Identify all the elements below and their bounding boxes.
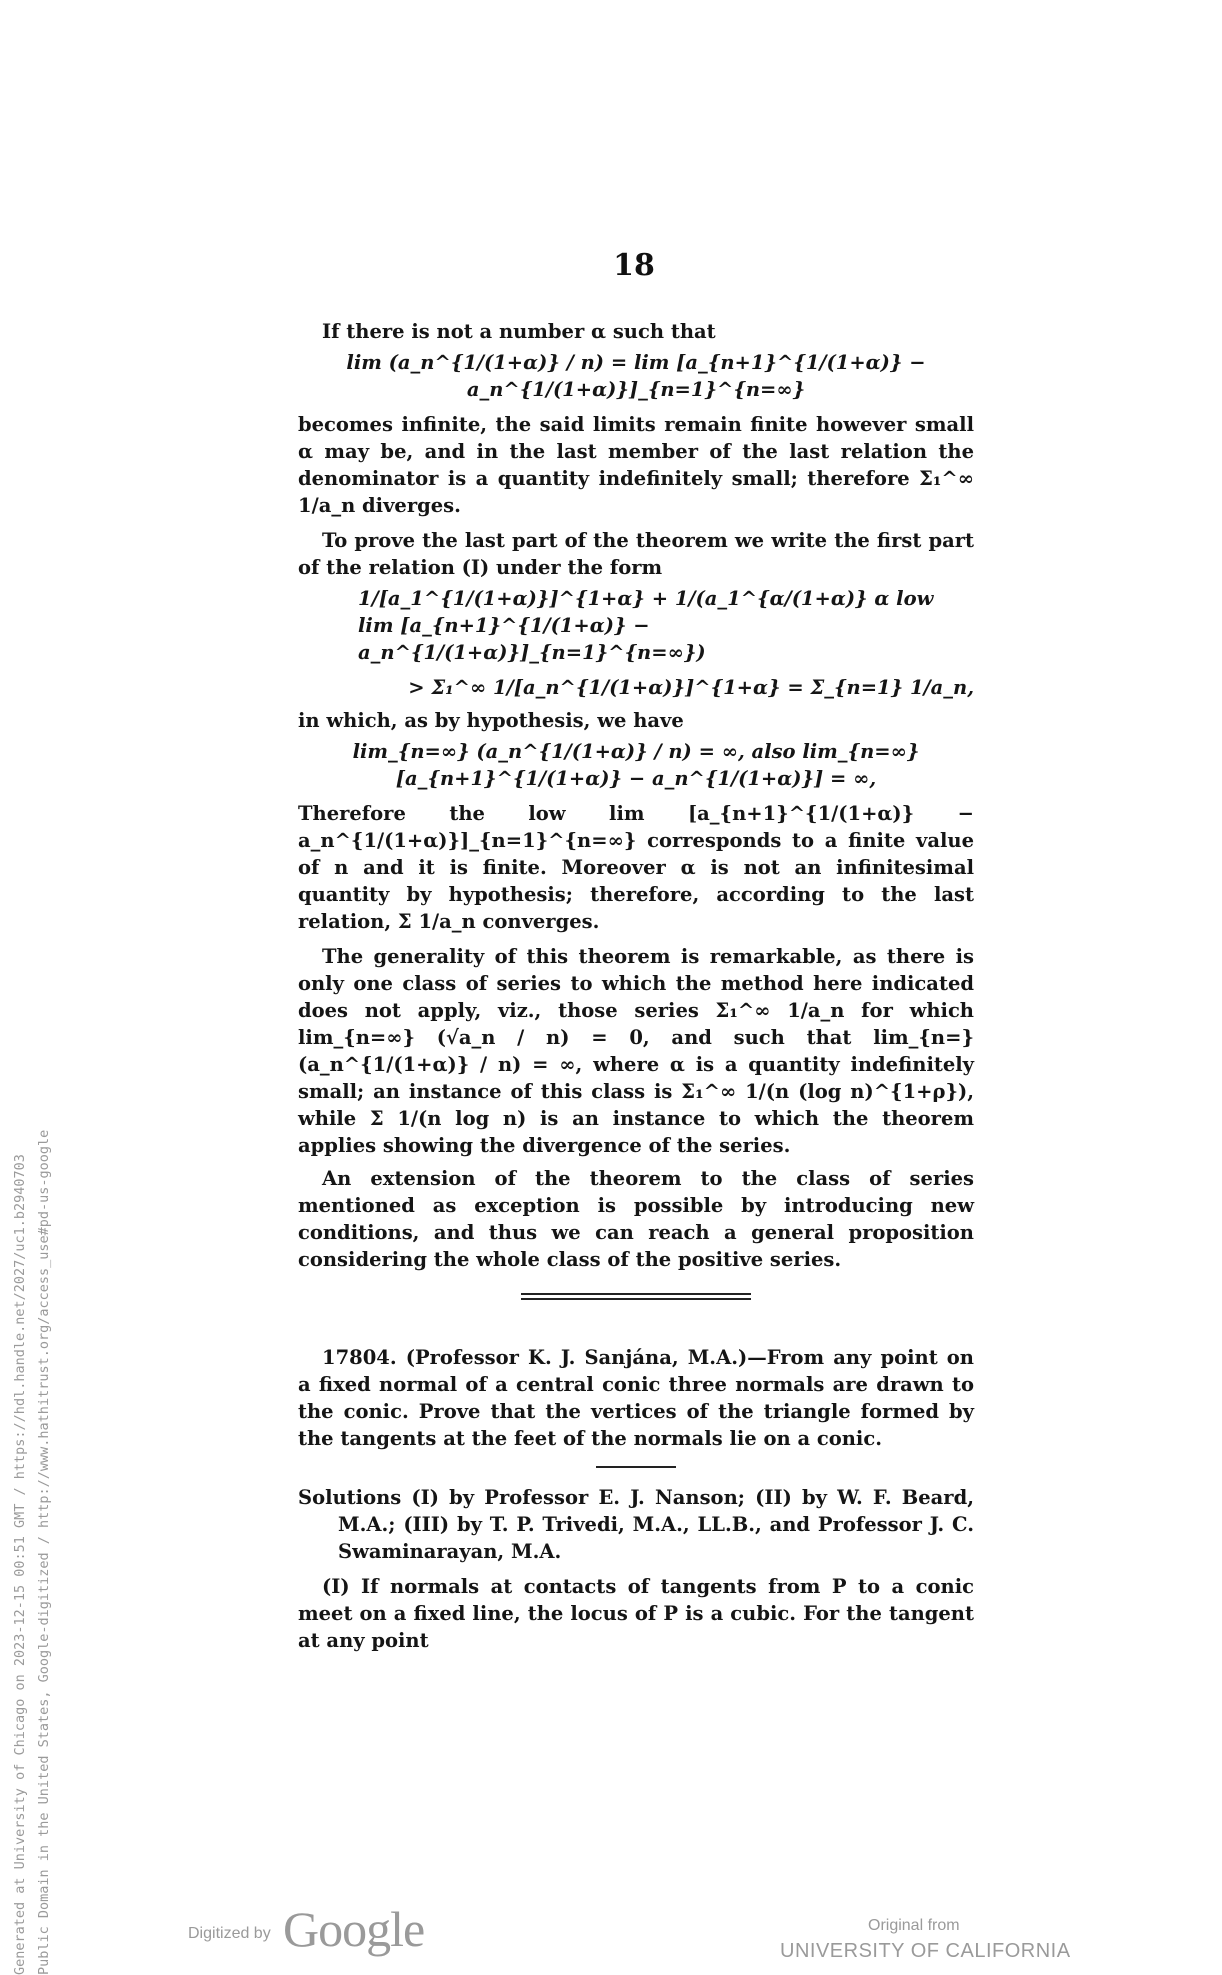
equation: 1/[a_1^{1/(1+α)}]^{1+α} + 1/(a_1^{α/(1+α)} α low lim [a_{n+1}^{1/(1+α)} − a_n^{1/(1+α)}]_{n=1}^{n=∞}) bbox=[358, 587, 934, 664]
paragraph: An extension of the theorem to the class of series mentioned as exception is possible by introducing new conditions, and thus we can reach a general proposition considering the whole class of the positive series. bbox=[298, 1167, 974, 1271]
problem-number: 17804. bbox=[322, 1346, 397, 1369]
watermark-line: Generated at University of Chicago on 2023-12-15 00:51 GMT / https://hdl.handle.net/2027/uc1.b2940703 bbox=[12, 1154, 28, 1975]
equation: lim_{n=∞} (a_n^{1/(1+α)} / n) = ∞, also lim_{n=∞} [a_{n+1}^{1/(1+α)} − a_n^{1/(1+α)}] = ∞, bbox=[352, 740, 920, 790]
solutions-credits: Solutions (I) by Professor E. J. Nanson; (II) by W. F. Beard, M.A.; (III) by T. P. Trivedi, M.A., LL.B., and Professor J. C. Swaminarayan, M.A. bbox=[298, 1486, 974, 1563]
page-text bbox=[298, 318, 974, 1654]
problem-text: (Professor K. J. Sanjána, M.A.)—From any point on a fixed normal of a central conic three normals are drawn to the conic. Prove that the vertices of the triangle formed by the tangents at the feet of the normals lie on a conic. bbox=[298, 1346, 974, 1450]
section-divider bbox=[521, 1293, 751, 1300]
original-from-label: Original from bbox=[868, 1917, 960, 1934]
university-label: UNIVERSITY OF CALIFORNIA bbox=[780, 1940, 1071, 1962]
equation: lim (a_n^{1/(1+α)} / n) = lim [a_{n+1}^{1/(1+α)} − a_n^{1/(1+α)}]_{n=1}^{n=∞} bbox=[346, 351, 926, 401]
paragraph: The generality of this theorem is remarkable, as there is only one class of series to which the method here indicated does not apply, viz., those series Σ₁^∞ 1/a_n for which lim_{n=∞} (√a_n / n) = 0, and such that lim_{n=} (a_n^{1/(1+α)} / n) = ∞, where α is a quantity indefinitely small; an instance of this class is Σ₁^∞ 1/(n (log n)^{1+ρ}), while Σ 1/(n log n) is an instance to which the theorem applies showing the divergence of the series. bbox=[298, 945, 974, 1157]
paragraph: becomes infinite, the said limits remain finite however small α may be, and in the last member of the last relation the denominator is a quantity indefinitely small; therefore Σ₁^∞ 1/a_n diverges. bbox=[298, 413, 974, 517]
google-logo: Google bbox=[283, 1901, 425, 1957]
paragraph: To prove the last part of the theorem we write the first part of the relation (I) under the form bbox=[298, 529, 974, 579]
hathitrust-watermark bbox=[8, 1130, 56, 1975]
digitized-by-label: Digitized by bbox=[188, 1925, 271, 1942]
paragraph: If there is not a number α such that bbox=[322, 320, 716, 343]
equation: > Σ₁^∞ 1/[a_n^{1/(1+α)}]^{1+α} = Σ_{n=1} 1/a_n, bbox=[408, 676, 974, 699]
page-number: 18 bbox=[613, 248, 655, 283]
divider bbox=[596, 1466, 676, 1468]
paragraph: Therefore the low lim [a_{n+1}^{1/(1+α)} − a_n^{1/(1+α)}]_{n=1}^{n=∞} corresponds to a finite value of n and it is finite. Moreover α is not an infinitesimal quantity by hypothesis; therefore, according to the last relation, Σ 1/a_n converges. bbox=[298, 802, 974, 933]
problem-statement bbox=[298, 1344, 974, 1452]
solution-text: (I) If normals at contacts of tangents from P to a conic meet on a fixed line, the locus of P is a cubic. For the tangent at any point bbox=[298, 1575, 974, 1652]
paragraph: in which, as by hypothesis, we have bbox=[298, 709, 684, 732]
watermark-line: Public Domain in the United States, Google-digitized / http://www.hathitrust.org/access_use#pd-us-google bbox=[36, 1129, 52, 1975]
